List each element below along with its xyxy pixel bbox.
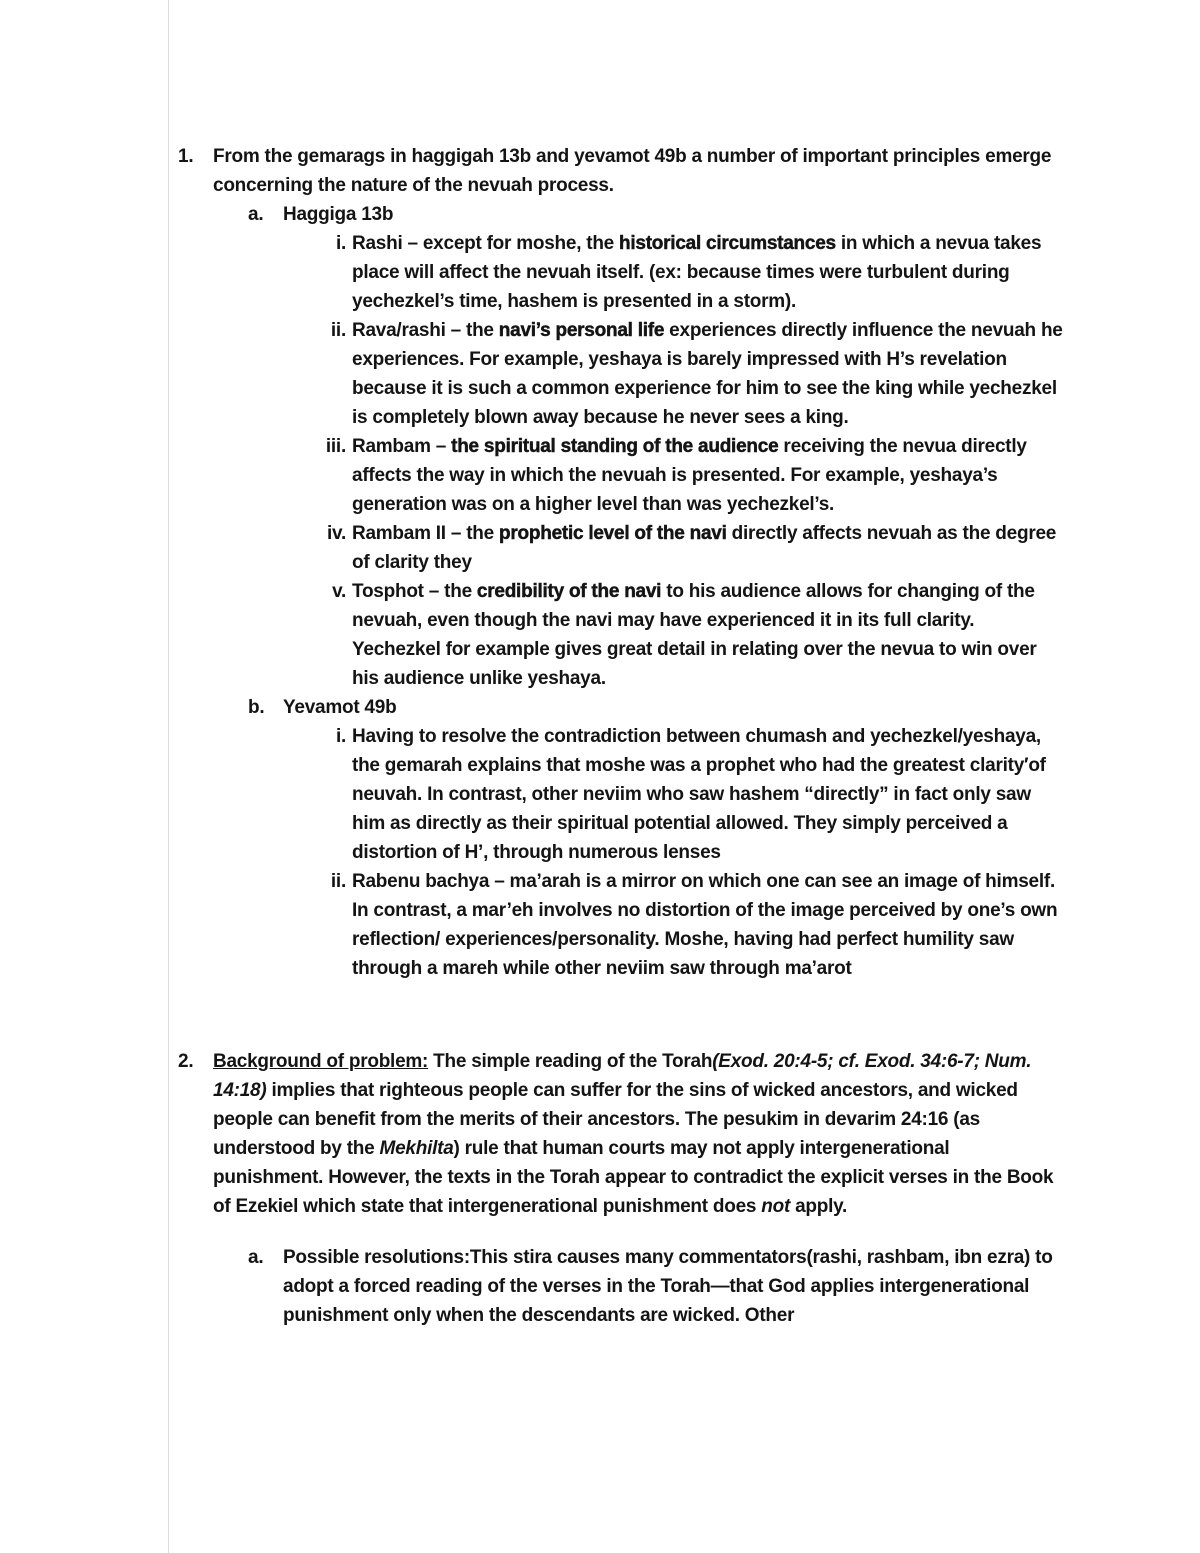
- text-run: implies that righteous people can suffer for the sins of wicked ancestors, and wicked people can benefit from the merits of their ancestors. The pesukim in devarim 24:16 (as understood by the: [213, 1080, 1018, 1159]
- emphasis-text: navi’s personal life: [498, 320, 665, 341]
- text-run: Rambam II – the: [352, 523, 499, 544]
- text-run: Haggiga 13b: [283, 204, 394, 225]
- text-run: experiences directly influence the nevuah he experiences. For example, yeshaya is barely impressed with H’s revelation because it is such a common experience for him to see the king while yechezkel is completely blown away because he never sees a king.: [352, 320, 1063, 428]
- emphasis-text: the spiritual standing of the audience: [451, 436, 779, 457]
- list-text: [213, 142, 1064, 200]
- text-run: Mekhilta: [379, 1138, 454, 1159]
- document-body: [178, 142, 1064, 1330]
- list-marker: i.: [335, 726, 346, 747]
- text-run: (Exod. 20:4-5; cf. Exod. 34:6-7; Num. 14:18): [213, 1051, 1032, 1101]
- text-run: apply.: [790, 1196, 848, 1217]
- list-item: [316, 867, 1064, 983]
- list-marker: i.: [335, 233, 346, 254]
- emphasis-text: credibility of the navi: [476, 581, 662, 602]
- list-marker: b.: [248, 697, 265, 718]
- list-text: [352, 316, 1064, 432]
- list-marker: ii.: [330, 320, 346, 341]
- text-run: Having to resolve the contradiction between chumash and yechezkel/yeshaya, the gemarah explains that moshe was a prophet who had the greatest clarity′of neuvah. In contrast, other neviim who saw hashem “directly” in fact only saw him as directly as their spiritual potential allowed. They simply perceived a distortion of H’, through numerous lenses: [352, 726, 1046, 863]
- text-run: Possible resolutions:This stira causes many commentators(rashi, rashbam, ibn ezra) to adopt a forced reading of the verses in the Torah—that God applies intergenerational punishment only when the descendants are wicked. Other: [283, 1247, 1053, 1326]
- text-run: The simple reading of the Torah: [428, 1051, 713, 1072]
- list-text: [352, 432, 1064, 519]
- text-run: directly affects nevuah as the degree of clarity they: [352, 523, 1057, 573]
- text-run: Rashi – except for moshe, the: [352, 233, 620, 254]
- list-marker: a.: [248, 204, 264, 225]
- list-marker: a.: [248, 1247, 264, 1268]
- list-text: [283, 1243, 1064, 1330]
- underlined-heading-text: Background of problem:: [213, 1051, 429, 1072]
- list-text: [213, 1047, 1064, 1221]
- list-item: [316, 316, 1064, 432]
- text-run: Yevamot 49b: [283, 697, 397, 718]
- list-text: [352, 229, 1064, 316]
- text-run: Rambam –: [352, 436, 452, 457]
- list-item: [248, 1243, 1064, 1330]
- text-run: Rava/rashi – the: [352, 320, 499, 341]
- list-text: [352, 577, 1064, 693]
- list-item: [316, 577, 1064, 693]
- list-marker: ii.: [330, 871, 346, 892]
- list-item: [248, 200, 1064, 229]
- list-marker: iv.: [327, 523, 346, 544]
- list-text: [283, 693, 1064, 722]
- text-run: Rabenu bachya – ma’arah is a mirror on which one can see an image of himself. In contrast, a mar’eh involves no distortion of the image perceived by one’s own reflection/ experiences/personality. Moshe, having had perfect humility saw through a mareh while other neviim saw through ma’arot: [352, 871, 1058, 979]
- text-run: not: [761, 1196, 791, 1217]
- emphasis-text: historical circumstances: [619, 233, 836, 254]
- text-run: receiving the nevua directly affects the way in which the nevuah is presented. For example, yeshaya’s generation was on a higher level than was yechezkel’s.: [352, 436, 1027, 515]
- list-text: [352, 867, 1064, 983]
- left-margin-line: [168, 0, 169, 1553]
- list-marker: 1.: [178, 146, 194, 167]
- text-run: in which a nevua takes place will affect the nevuah itself. (ex: because times were turbulent during yechezkel’s time, hashem is presented in a storm).: [352, 233, 1042, 312]
- list-item: [316, 519, 1064, 577]
- list-item: [178, 142, 1064, 200]
- list-marker: iii.: [325, 436, 346, 457]
- list-item: [248, 693, 1064, 722]
- list-marker: 2.: [178, 1051, 194, 1072]
- list-item: [178, 1047, 1064, 1221]
- list-item: [316, 432, 1064, 519]
- text-run: From the gemarags in haggigah 13b and yevamot 49b a number of important principles emerge concerning the nature of the nevuah process.: [213, 146, 1052, 196]
- list-item: [316, 722, 1064, 867]
- list-text: [283, 200, 1064, 229]
- list-text: [352, 519, 1064, 577]
- emphasis-text: prophetic level of the navi: [499, 523, 727, 544]
- text-run: ) rule that human courts may not apply intergenerational punishment. However, the texts in the Torah appear to contradict the explicit verses in the Book of Ezekiel which state that intergenerational punishment does: [213, 1138, 1054, 1217]
- list-item: [316, 229, 1064, 316]
- list-marker: v.: [332, 581, 346, 602]
- text-run: Tosphot – the: [352, 581, 477, 602]
- list-text: [352, 722, 1064, 867]
- text-run: to his audience allows for changing of the nevuah, even though the navi may have experienced it in its full clarity. Yechezkel for example gives great detail in relating over the nevua to win over his audience unlike yeshaya.: [352, 581, 1037, 689]
